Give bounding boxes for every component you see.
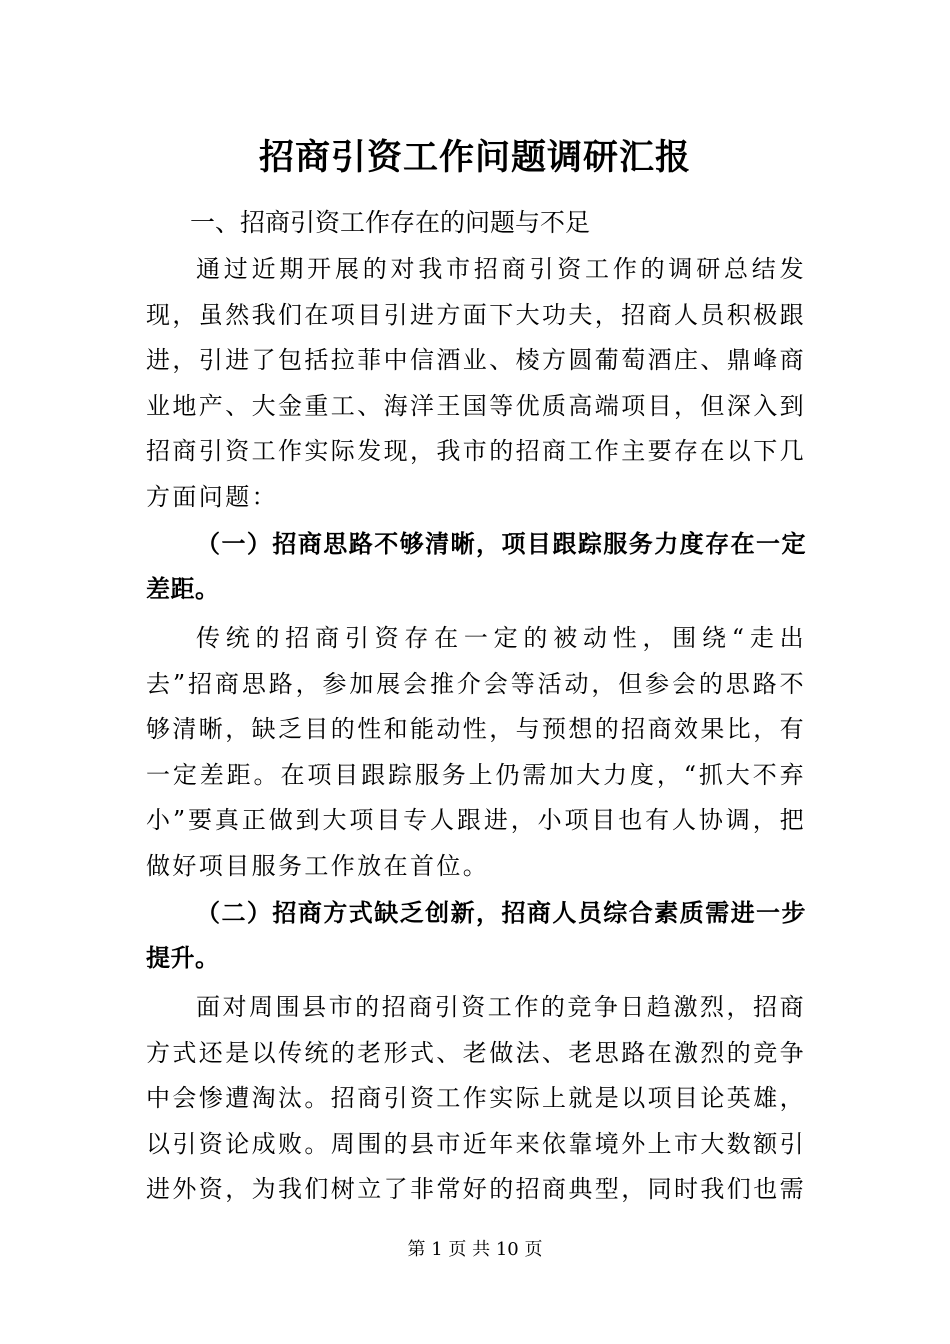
subsection-2-heading: （二）招商方式缺乏创新，招商人员综合素质需进一步提升。	[146, 899, 806, 972]
document-title: 招商引资工作问题调研汇报	[258, 137, 691, 178]
subsection-1-paragraph: 传统的招商引资存在一定的被动性，围绕“走出去”招商思路，参加展会推介会等活动，但参会的思路不够清晰，缺乏目的性和能动性，与预想的招商效果比，有一定差距。在项目跟踪服务上仍需加大力度，“抓大不弃小”要真正做到大项目专人跟进，小项目也有人协调，把做好项目服务工作放在首位。	[146, 624, 806, 880]
intro-paragraph: 通过近期开展的对我市招商引资工作的调研总结发现，虽然我们在项目引进方面下大功夫，招商人员积极跟进，引进了包括拉菲中信酒业、棱方圆葡萄酒庄、鼎峰商业地产、大金重工、海洋王国等优质高端项目，但深入到招商引资工作实际发现，我市的招商工作主要存在以下几方面问题：	[146, 255, 806, 511]
page-number-footer: 第 1 页 共 10 页	[407, 1239, 543, 1260]
section-heading: 一、招商引资工作存在的问题与不足	[190, 208, 591, 237]
subsection-1-heading: （一）招商思路不够清晰，项目跟踪服务力度存在一定差距。	[146, 530, 806, 603]
subsection-2-paragraph: 面对周围县市的招商引资工作的竞争日趋激烈，招商方式还是以传统的老形式、老做法、老思路在激烈的竞争中会惨遭淘汰。招商引资工作实际上就是以项目论英雄，以引资论成败。周围的县市近年来依靠境外上市大数额引进外资，为我们树立了非常好的招商典型，同时我们也需	[146, 993, 806, 1203]
document-body	[146, 203, 806, 1213]
